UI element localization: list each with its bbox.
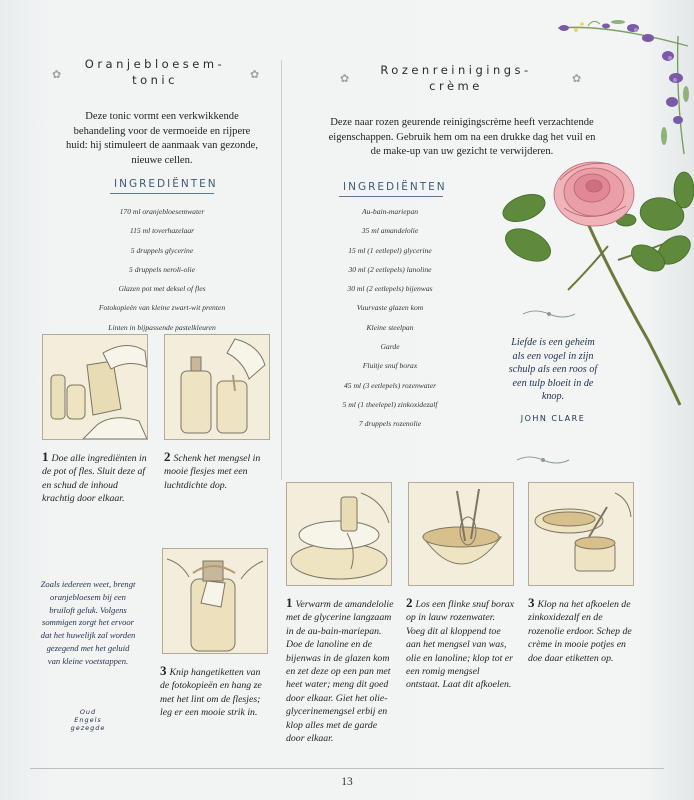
- side-note: Zoals iedereen weet, brengt oranjebloesem bij een bruiloft geluk. Volgens sommigen zorgt het ervoor dat het huwelijk zal worden gezegend met het geluid van kleine voetstappen.: [40, 579, 136, 666]
- left-recipe-intro: Deze tonic vormt een verkwikkende behandeling voor de vermoeide en rijpere huid: hij stimuleert de aanmaak van gezonde, nieuwe cellen.: [65, 111, 259, 166]
- right-step-1: [286, 596, 394, 745]
- left-recipe-title: Oranjebloesem- tonic: [84, 57, 226, 87]
- list-item: Fluitje snuf borax: [362, 361, 418, 371]
- illustration-pour-ingredients: [42, 334, 148, 440]
- step-number: 2: [164, 449, 171, 464]
- list-item: 5 ml (1 theelepel) zinkoxidezalf: [342, 399, 438, 409]
- list-item: 170 ml oranjebloesemwater: [119, 207, 205, 216]
- illustration-label-bottle: [162, 548, 268, 654]
- list-item: 5 druppels neroli-olie: [129, 264, 195, 274]
- list-item: 30 ml (2 eetlepels) lanoline: [348, 264, 432, 274]
- list-item: 35 ml amandelolie: [361, 226, 419, 236]
- right-recipe-intro: Deze naar rozen geurende reinigingscrème heeft verzachtende eigenschappen. Gebruik hem om na een drukke dag het vuil en de make-up van uw gezicht te verwijderen.: [328, 117, 596, 157]
- right-step-2: [406, 596, 514, 692]
- divider: [30, 768, 664, 769]
- ornament-icon: [521, 308, 577, 320]
- step-text: Doe alle ingrediënten in de pot of fles. Sluit deze af en schud de inhoud krachtig door elkaar.: [42, 453, 147, 505]
- list-item: Fotokopieën van kleine zwart-wit prenten: [98, 303, 226, 313]
- step-number: 3: [528, 595, 535, 610]
- column-divider: [281, 60, 282, 480]
- page-number: 13: [341, 776, 353, 788]
- left-step-3: [160, 664, 268, 720]
- list-item: Kleine steelpan: [366, 322, 414, 332]
- step-number: 3: [160, 663, 167, 678]
- ornament-icon: [515, 454, 571, 466]
- right-step-3: [528, 596, 638, 665]
- poem-author: JOHN CLARE: [520, 414, 586, 423]
- flourish-icon: ✿: [52, 68, 62, 81]
- illustration-whisk-borax: [408, 482, 514, 586]
- illustration-fill-bottles: [164, 334, 270, 440]
- right-ingredients-list: [300, 202, 480, 434]
- flourish-icon: ✿: [572, 72, 582, 85]
- poem: Liefde is een geheim als een vogel in zijn schulp als een roos of een tulp bloeit in de knop.: [508, 337, 598, 402]
- list-item: 30 ml (2 eetlepels) bijenwas: [347, 284, 433, 294]
- flourish-icon: ✿: [250, 68, 260, 81]
- illustration-fill-jars: [528, 482, 634, 586]
- list-item: Au-bain-mariepan: [361, 207, 419, 216]
- right-recipe-title: Rozenreinigings- crème: [380, 63, 532, 93]
- left-ingredients-list: [70, 202, 254, 337]
- list-item: 15 ml (1 eetlepel) glycerine: [348, 245, 432, 255]
- step-text: Schenk het mengsel in mooie flesjes met een luchtdichte dop.: [164, 453, 261, 491]
- step-number: 2: [406, 595, 413, 610]
- list-item: Vuurvaste glazen kom: [356, 303, 424, 313]
- step-text: Klop na het afkoelen de zinkoxidezalf en de rozenolie erdoor. Schep de crème in mooie potjes en doe daar etiketten op.: [528, 599, 632, 664]
- list-item: 45 ml (3 eetlepels) rozenwater: [343, 380, 437, 390]
- side-note-source: Oud Engels gezegde: [70, 708, 106, 732]
- illustration-heat-oil: [286, 482, 392, 586]
- left-step-2: [164, 450, 270, 492]
- list-item: 7 druppels rozenolie: [358, 419, 422, 429]
- step-text: Knip hangetiketten van de fotokopieën en hang ze met het lint om de flesjes; leg er een mooie strik in.: [160, 667, 262, 719]
- list-item: Glazen pot met deksel of fles: [118, 284, 206, 294]
- left-ingredients-heading: INGREDIËNTEN: [114, 178, 218, 190]
- list-item: Linten in bijpassende pastelkleuren: [108, 322, 216, 332]
- step-text: Los een flinke snuf borax op in lauw rozenwater. Voeg dit al kloppend toe aan het mengsel van was, olie en lanoline; klop tot er een romig mengsel ontstaat. Laat dit afkoelen.: [406, 599, 514, 691]
- list-item: Garde: [380, 342, 400, 352]
- right-ingredients-heading: INGREDIËNTEN: [343, 181, 447, 193]
- step-text: Verwarm de amandelolie met de glycerine langzaam in de au-bain-mariepan. Doe de lanoline en de bijenwas in de glazen kom en zet deze op een pan met heet water; meng dit goed door elkaar. Giet het olie-glycerinemengsel erbij en klop alles met de garde door elkaar.: [286, 599, 394, 745]
- list-item: 115 ml toverhazelaar: [129, 226, 195, 236]
- left-step-1: [42, 450, 150, 506]
- list-item: 5 druppels glycerine: [130, 245, 194, 255]
- divider: [110, 193, 214, 194]
- step-number: 1: [286, 595, 293, 610]
- step-number: 1: [42, 449, 49, 464]
- divider: [339, 196, 443, 197]
- flourish-icon: ✿: [340, 72, 350, 85]
